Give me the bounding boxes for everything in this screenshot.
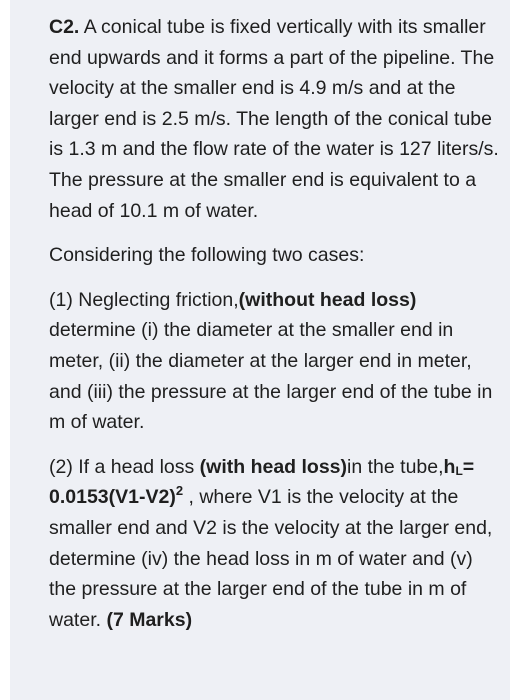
case-2-bold: (with head loss): [199, 455, 348, 478]
case-2-prefix: (2) If a head loss: [49, 455, 200, 478]
question-card: [10, 0, 510, 700]
formula-subscript: L: [455, 463, 463, 478]
case-1-text: determine (i) the diameter at the smaller end in meter, (ii) the diameter at the larger end in meter, and (iii) the pressure at the larger end of the tube in m of water.: [49, 319, 493, 434]
formula-superscript: 2: [175, 483, 184, 499]
question-intro-text: A conical tube is fixed vertically with its smaller end upwards and it forms a part of the pipeline. The velocity at the smaller end is 4.9 m/s and at the larger end is 2.5 m/s. The length of the conical tube is 1.3 m and the flow rate of the water is 127 liters/s. The pressure at the smaller end is equivalent to a head of 10.1 m of water.: [49, 16, 499, 222]
case-1-bold: (without head loss): [238, 288, 417, 311]
case-1-prefix: (1) Neglecting friction,: [49, 288, 239, 311]
question-number: C2.: [49, 16, 80, 38]
question-intro-paragraph: [49, 12, 501, 226]
cases-heading: Considering the following two cases:: [49, 244, 365, 267]
case-2-paragraph: [49, 452, 501, 636]
marks-label: (7 Marks): [106, 608, 193, 631]
question-content: [49, 12, 501, 635]
case-2-after-bold: in the tube,: [347, 455, 444, 478]
formula-h: h: [443, 455, 456, 478]
case-1-paragraph: [49, 285, 501, 438]
case-2-text: , where V1 is the velocity at the smaller end and V2 is the velocity at the larger end, determine (iv) the head loss in m of water and (v) the pressure at the larger end of the tube in m of water.: [49, 486, 493, 631]
formula-main: = 0.0153(V1-V2): [49, 455, 475, 509]
